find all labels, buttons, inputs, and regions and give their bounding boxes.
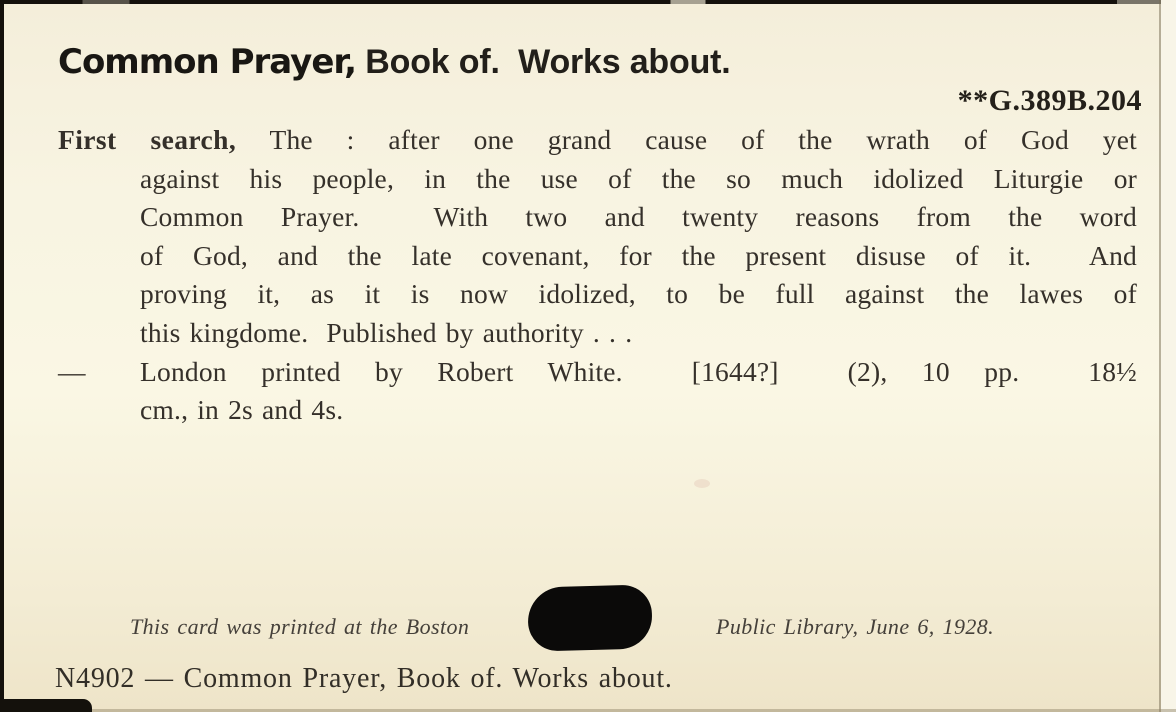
entry-line: Common Prayer. With two and twenty reasons from the word bbox=[140, 201, 1137, 233]
entry-line: this kingdome. Published by authority . . . bbox=[140, 316, 633, 348]
redaction-blob bbox=[527, 584, 653, 651]
entry-lead-term: First search, bbox=[58, 124, 237, 155]
entry-line bbox=[58, 121, 1137, 160]
imprint-dash: — bbox=[58, 355, 86, 387]
imprint-line: cm., in 2s and 4s. bbox=[140, 394, 344, 426]
card-right-edge-strip bbox=[1161, 0, 1176, 712]
entry-line-text: The : after one grand cause of the wrath of God yet bbox=[236, 124, 1137, 155]
entry-line: proving it, as it is now idolized, to be full against the lawes of bbox=[140, 278, 1137, 310]
scan-edge-top bbox=[0, 0, 1176, 4]
paper-smudge bbox=[694, 479, 710, 488]
heading-subdivision: Book of. Works about. bbox=[356, 43, 731, 81]
card-right-edge-line bbox=[1159, 0, 1161, 712]
scan-corner-bottom-left bbox=[0, 699, 92, 712]
heading-term: Common Prayer, bbox=[58, 42, 357, 82]
entry-paragraph bbox=[58, 121, 1137, 430]
entry-line: against his people, in the use of the so much idolized Liturgie or bbox=[140, 162, 1137, 194]
imprint-line-text: London printed by Robert White. [1644?] (2), 10 pp. 18½ bbox=[140, 355, 1137, 387]
card-heading bbox=[58, 40, 1143, 84]
accession-line: N4902 — Common Prayer, Book of. Works about. bbox=[55, 663, 673, 694]
imprint-line bbox=[58, 353, 1137, 392]
call-number: **G.389B.204 bbox=[957, 84, 1142, 117]
printer-note-left: This card was printed at the Boston bbox=[130, 614, 470, 639]
printer-note-right: Public Library, June 6, 1928. bbox=[716, 614, 995, 639]
entry-line: of God, and the late covenant, for the present disuse of it. And bbox=[140, 239, 1137, 271]
scan-edge-left bbox=[0, 0, 4, 712]
